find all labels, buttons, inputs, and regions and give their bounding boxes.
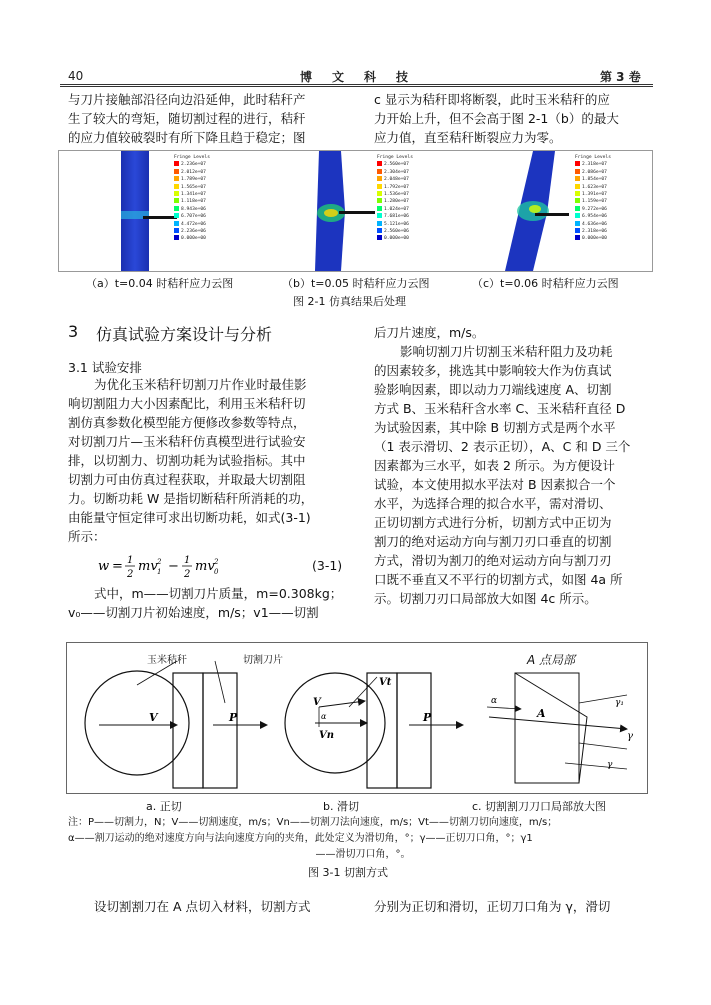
legend-swatch xyxy=(377,161,382,166)
legend-value: 2.236e+06 xyxy=(181,229,206,235)
legend-levels xyxy=(575,161,611,242)
stress-panel-a xyxy=(59,151,256,271)
label-leader-blade xyxy=(215,661,225,703)
svg-text:γ: γ xyxy=(627,731,633,742)
edge-direction xyxy=(489,717,627,729)
legend-swatch xyxy=(377,191,382,196)
legend-swatch xyxy=(174,198,179,203)
legend-value: 1.623e+07 xyxy=(582,184,607,190)
legend-swatch xyxy=(575,184,580,189)
legend-level-row xyxy=(575,206,611,213)
legend-level-row xyxy=(575,169,611,176)
top-text-right xyxy=(374,90,664,147)
fringe-legend-b xyxy=(377,155,413,243)
legend-swatch xyxy=(377,184,382,189)
legend-level-row xyxy=(174,228,210,235)
gamma-line xyxy=(579,743,627,749)
legend-value: 2.304e+07 xyxy=(384,169,409,175)
legend-level-row xyxy=(174,169,210,176)
legend-level-row xyxy=(377,206,413,213)
formula-explanation xyxy=(68,584,360,622)
legend-value: 7.681e+06 xyxy=(384,214,409,220)
legend-level-row xyxy=(575,213,611,220)
label-stalk: 玉米秸秆 xyxy=(147,655,187,666)
legend-level-row xyxy=(174,235,210,242)
legend-value: 4.472e+06 xyxy=(181,221,206,227)
subcaption-normal-cut: a. 正切 xyxy=(146,800,182,813)
text-line: 试验，本文使用拟水平法对 B 因素拟合一个 xyxy=(374,477,616,492)
svg-text:Vn: Vn xyxy=(319,730,335,741)
legend-level-row xyxy=(377,161,413,168)
legend-level-row xyxy=(174,176,210,183)
text-line: c 显示为秸秆即将断裂，此时玉米秸秆的应 xyxy=(374,92,610,107)
text-line: 力开始上升，但不会高于图 2-1（b）的最大 xyxy=(374,111,619,126)
legend-level-row xyxy=(377,176,413,183)
legend-value: 2.560e+07 xyxy=(384,162,409,168)
legend-value: 1.118e+07 xyxy=(181,199,206,205)
legend-level-row xyxy=(174,198,210,205)
panel-slide-cut xyxy=(285,673,463,788)
legend-level-row xyxy=(174,206,210,213)
legend-value: 1.280e+07 xyxy=(384,199,409,205)
panel-edge-detail xyxy=(487,673,633,783)
text-line: 所示： xyxy=(68,529,106,544)
section3-left-text xyxy=(68,375,360,546)
stress-peak xyxy=(529,205,541,213)
legend-level-row xyxy=(377,198,413,205)
legend-value: 5.121e+06 xyxy=(384,221,409,227)
stalk-stress-plot-c xyxy=(455,151,652,271)
svg-text:0: 0 xyxy=(214,568,219,576)
text-line: 方式，滑切为割刀的绝对运动方向与割刀刃 xyxy=(374,553,612,568)
formula-number: (3-1) xyxy=(312,558,343,573)
legend-swatch xyxy=(377,228,382,233)
svg-text:1: 1 xyxy=(157,568,162,576)
section-heading: 仿真试验方案设计与分析 xyxy=(96,325,273,344)
stress-peak xyxy=(324,209,338,217)
note-line: ——滑切刀口角，°。 xyxy=(315,849,411,860)
svg-text:2: 2 xyxy=(157,558,162,566)
legend-swatch xyxy=(377,221,382,226)
legend-swatch xyxy=(174,228,179,233)
legend-value: 1.391e+07 xyxy=(582,192,607,198)
legend-swatch xyxy=(377,198,382,203)
svg-text:α: α xyxy=(321,712,327,721)
subsection-heading: 3.1 试验安排 xyxy=(68,360,142,375)
detail-box xyxy=(515,673,579,783)
svg-text:γ₁: γ₁ xyxy=(615,698,624,708)
blade-rect-left xyxy=(367,673,397,788)
legend-value: 9.272e+06 xyxy=(582,206,607,212)
legend-value: 2.086e+07 xyxy=(582,169,607,175)
legend-value: 2.236e+07 xyxy=(181,162,206,168)
svg-text:mv: mv xyxy=(138,559,158,574)
figure-2-1 xyxy=(58,150,653,272)
svg-text:mv: mv xyxy=(195,559,215,574)
legend-title: Fringe Levels xyxy=(575,155,611,160)
svg-text:V: V xyxy=(149,711,158,724)
fringe-legend-a xyxy=(174,155,210,243)
text-line: 由能量守恒定律可求出切断功耗，如式(3-1) xyxy=(68,510,311,525)
top-text-left xyxy=(68,90,358,147)
panel-normal-cut xyxy=(85,661,267,788)
text-line: 响切割阻力大小因素配比，利用玉米秸秆切 xyxy=(68,396,306,411)
figure-note xyxy=(68,815,658,863)
legend-level-row xyxy=(174,161,210,168)
legend-value: 8.943e+06 xyxy=(181,206,206,212)
legend-swatch xyxy=(377,169,382,174)
text-line: 正切切割方式进行分析，切割方式中正切为 xyxy=(374,515,612,530)
blade-mark xyxy=(143,216,177,219)
legend-swatch xyxy=(377,206,382,211)
legend-level-row xyxy=(575,184,611,191)
legend-swatch xyxy=(575,161,580,166)
svg-text:P: P xyxy=(229,711,238,724)
legend-swatch xyxy=(174,213,179,218)
svg-text:γ: γ xyxy=(607,760,613,770)
legend-swatch xyxy=(575,228,580,233)
legend-value: 1.024e+07 xyxy=(384,206,409,212)
edge-profile xyxy=(515,673,587,783)
note-line: 注：P——切割力，N；V——切割速度，m/s；Vn——切割刀法向速度，m/s；Vt——切割刀切向速度，m/s； xyxy=(68,817,558,828)
svg-text:2: 2 xyxy=(214,558,219,566)
text-line: 口既不垂直又不平行的切割方式，如图 4a 所 xyxy=(374,572,623,587)
text-line: （1 表示滑切、2 表示正切），A、C 和 D 三个 xyxy=(374,439,631,454)
text-line: 式中，m——切割刀片质量，m=0.308kg； xyxy=(94,586,343,601)
legend-swatch xyxy=(174,191,179,196)
text-line: 排，以切割力、切割功耗为试验指标。其中 xyxy=(68,453,306,468)
section-number: 3 xyxy=(68,322,79,341)
legend-value: 4.636e+06 xyxy=(582,221,607,227)
text-line: 为优化玉米秸秆切割刀片作业时最佳影 xyxy=(94,377,307,392)
legend-level-row xyxy=(377,213,413,220)
legend-value: 2.560e+06 xyxy=(384,229,409,235)
subcaption-a: （a）t=0.04 时秸秆应力云图 xyxy=(86,277,234,290)
svg-text:2: 2 xyxy=(127,569,134,580)
legend-value: 2.318e+07 xyxy=(582,162,607,168)
header-rule xyxy=(60,84,653,85)
svg-text:=: = xyxy=(112,559,123,574)
section3-right-text xyxy=(374,323,666,608)
legend-value: 1.159e+07 xyxy=(582,199,607,205)
svg-text:−: − xyxy=(168,559,179,574)
legend-value: 1.792e+07 xyxy=(384,184,409,190)
legend-swatch xyxy=(575,206,580,211)
legend-level-row xyxy=(174,213,210,220)
figure-2-1-caption: 图 2-1 仿真结果后处理 xyxy=(293,295,406,308)
svg-text:V: V xyxy=(313,697,321,708)
legend-level-row xyxy=(575,228,611,235)
legend-swatch xyxy=(575,169,580,174)
text-line: 力。切断功耗 W 是指切断秸秆所消耗的功， xyxy=(68,491,314,506)
subcaption-slide-cut: b. 滑切 xyxy=(323,800,359,813)
text-line: 影响切割刀片切割玉米秸秆阻力及功耗 xyxy=(400,344,613,359)
page-number: 40 xyxy=(68,69,84,83)
legend-swatch xyxy=(174,206,179,211)
legend-swatch xyxy=(575,235,580,240)
legend-level-row xyxy=(377,221,413,228)
legend-swatch xyxy=(174,184,179,189)
legend-value: 0.000e+00 xyxy=(181,236,206,242)
figure-3-1 xyxy=(66,642,648,794)
legend-level-row xyxy=(377,235,413,242)
blade-rect-right xyxy=(397,673,431,788)
text-line: 与刀片接触部沿径向边沿延伸，此时秸秆产 xyxy=(68,92,306,107)
legend-swatch xyxy=(575,176,580,181)
legend-swatch xyxy=(575,191,580,196)
bottom-text-left: 设切割割刀在 A 点切入材料，切割方式 xyxy=(94,899,311,914)
text-line: 后刀片速度，m/s。 xyxy=(374,325,485,340)
legend-value: 1.789e+07 xyxy=(181,177,206,183)
legend-value: 1.565e+07 xyxy=(181,184,206,190)
text-line: 的因素较多，挑选其中影响较大作为仿真试 xyxy=(374,363,612,378)
legend-value: 1.341e+07 xyxy=(181,192,206,198)
legend-value: 1.854e+07 xyxy=(582,177,607,183)
label-detail: A 点局部 xyxy=(527,653,576,667)
formula-graphic xyxy=(98,552,268,580)
legend-title: Fringe Levels xyxy=(377,155,413,160)
legend-swatch xyxy=(377,235,382,240)
text-line: 的应力值较破裂时有所下降且趋于稳定；图 xyxy=(68,130,306,145)
text-line: 验影响因素，即以动力刀端线速度 A、切割 xyxy=(374,382,612,397)
stress-panel-c xyxy=(455,151,652,271)
legend-swatch xyxy=(377,176,382,181)
svg-text:P: P xyxy=(423,711,432,724)
legend-swatch xyxy=(174,161,179,166)
legend-levels xyxy=(377,161,413,242)
legend-level-row xyxy=(174,191,210,198)
blade-rect-right xyxy=(203,673,237,788)
legend-swatch xyxy=(575,213,580,218)
legend-value: 2.012e+07 xyxy=(181,169,206,175)
svg-text:w: w xyxy=(98,559,110,574)
text-line: 切割力可由仿真过程获取，并取最大切割阻 xyxy=(68,472,306,487)
legend-value: 6.707e+06 xyxy=(181,214,206,220)
legend-swatch xyxy=(575,221,580,226)
legend-level-row xyxy=(575,161,611,168)
journal-title: 博 文 科 技 xyxy=(300,70,413,84)
legend-level-row xyxy=(377,191,413,198)
legend-value: 1.536e+07 xyxy=(384,192,409,198)
legend-level-row xyxy=(377,169,413,176)
legend-level-row xyxy=(575,191,611,198)
text-line: 为试验因素，其中除 B 切割方式是两个水平 xyxy=(374,420,616,435)
text-line: v₀——切割刀片初始速度，m/s；v1——切割 xyxy=(68,605,319,620)
subcaption-edge-detail: c. 切割割刀刀口局部放大图 xyxy=(472,800,607,813)
legend-value: 6.954e+06 xyxy=(582,214,607,220)
legend-level-row xyxy=(174,221,210,228)
blade-mark xyxy=(535,213,569,216)
svg-text:1: 1 xyxy=(184,555,191,566)
blade-mark xyxy=(339,211,375,214)
text-line: 示。切割刀刃口局部放大如图 4c 所示。 xyxy=(374,591,597,606)
svg-text:α: α xyxy=(491,696,498,706)
stalk-stress-plot-a xyxy=(59,151,256,271)
legend-value: 2.048e+07 xyxy=(384,177,409,183)
stalk-stress-plot-b xyxy=(257,151,454,271)
svg-text:1: 1 xyxy=(127,555,134,566)
stress-panel-b xyxy=(257,151,454,271)
subcaption-b: （b）t=0.05 时秸秆应力云图 xyxy=(282,277,430,290)
legend-swatch xyxy=(575,198,580,203)
text-line: 割刀的绝对运动方向与割刀刃口垂直的切割 xyxy=(374,534,612,549)
legend-swatch xyxy=(174,221,179,226)
text-line: 水平，为选择合理的拟合水平，需对滑切、 xyxy=(374,496,612,511)
legend-value: 0.000e+00 xyxy=(582,236,607,242)
figure-3-1-caption: 图 3-1 切割方式 xyxy=(308,866,388,879)
legend-swatch xyxy=(377,213,382,218)
text-line: 因素都为三水平，如表 2 所示。为方便设计 xyxy=(374,458,615,473)
alpha-arrow xyxy=(487,707,521,709)
legend-level-row xyxy=(377,184,413,191)
legend-level-row xyxy=(575,235,611,242)
legend-value: 0.000e+00 xyxy=(384,236,409,242)
legend-level-row xyxy=(575,198,611,205)
text-line: 割仿真参数化模型能方便修改参数等特点， xyxy=(68,415,306,430)
legend-level-row xyxy=(575,176,611,183)
abs-velocity-arrow xyxy=(319,701,365,707)
bottom-text-right: 分别为正切和滑切，正切刀口角为 γ，滑切 xyxy=(374,899,611,914)
legend-level-row xyxy=(377,228,413,235)
fringe-legend-c xyxy=(575,155,611,243)
legend-level-row xyxy=(575,221,611,228)
energy-formula xyxy=(98,552,268,584)
text-line: 方式 B、玉米秸秆含水率 C、玉米秸秆直径 D xyxy=(374,401,626,416)
volume: 第 3 卷 xyxy=(600,70,641,84)
svg-text:A: A xyxy=(537,707,546,720)
legend-level-row xyxy=(174,184,210,191)
svg-text:2: 2 xyxy=(184,569,191,580)
text-line: 生了较大的弯矩，随切割过程的进行，秸秆 xyxy=(68,111,306,126)
legend-swatch xyxy=(174,235,179,240)
text-line: 应力值，直至秸秆断裂应力为零。 xyxy=(374,130,562,145)
legend-title: Fringe Levels xyxy=(174,155,210,160)
legend-swatch xyxy=(174,176,179,181)
note-line: α——割刀运动的绝对速度方向与法向速度方向的夹角，此处定义为滑切角，°；γ——正切刀口角，°；γ1 xyxy=(68,833,533,844)
gamma-lower-line xyxy=(565,763,627,769)
header-rule-thin xyxy=(60,86,653,87)
legend-swatch xyxy=(174,169,179,174)
svg-text:Vt: Vt xyxy=(379,677,392,688)
label-blade: 切割刀片 xyxy=(243,655,283,666)
legend-levels xyxy=(174,161,210,242)
subcaption-c: （c）t=0.06 时秸秆应力云图 xyxy=(472,277,619,290)
text-line: 对切割刀片—玉米秸秆仿真模型进行试验安 xyxy=(68,434,306,449)
legend-value: 2.318e+06 xyxy=(582,229,607,235)
